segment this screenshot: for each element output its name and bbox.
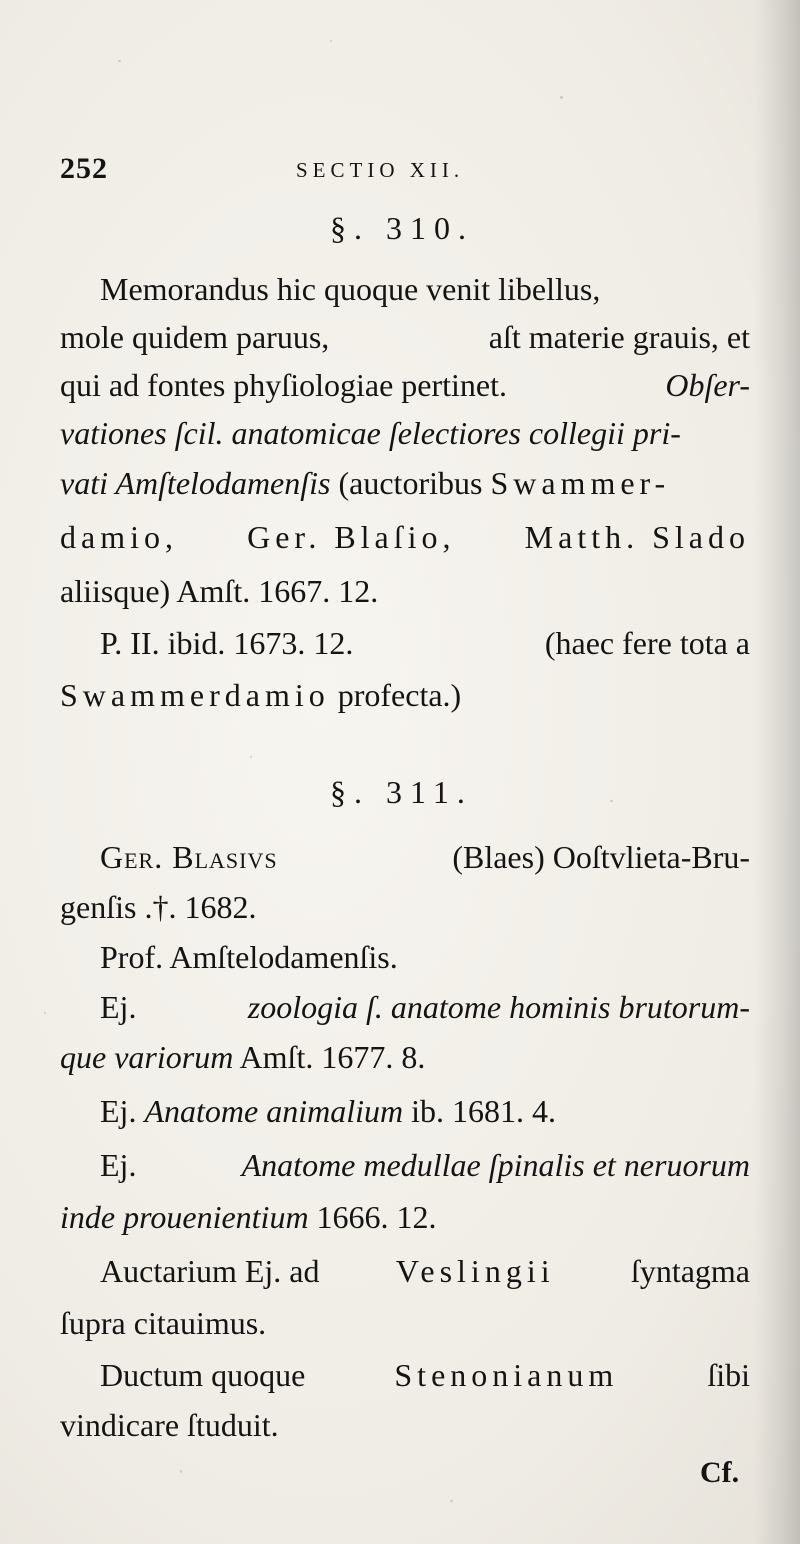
text-line (60, 512, 750, 562)
catchword: Cf. (700, 1456, 740, 1489)
text-fragment: Ej. (100, 1093, 145, 1129)
text-fragment-italic: inde prouenientium (60, 1199, 309, 1235)
author-name-smallcaps: Ger. Blasivs (100, 839, 278, 875)
text-line (60, 670, 750, 720)
section-heading-310: §. 310. (330, 210, 474, 246)
text-line: genſis .†. 1682. (60, 889, 257, 925)
text-fragment-italic: vati Amſtelodamenſis (60, 465, 331, 501)
paper-speck (450, 1500, 453, 1502)
running-head: SECTIO XII. (296, 158, 465, 182)
page-header (60, 152, 760, 192)
text-fragment: qui ad fontes phyſiologiae pertinet. (60, 367, 507, 403)
paper-speck (560, 96, 563, 99)
text-fragment-spaced: Veslingii (395, 1253, 555, 1289)
text-fragment: (haec fere tota a (544, 625, 750, 661)
text-line (60, 360, 750, 410)
text-line (60, 1192, 750, 1242)
text-fragment: profecta.) (337, 677, 462, 713)
text-fragment: Auctarium Ej. ad (100, 1253, 320, 1289)
text-fragment: Ej. (100, 989, 137, 1025)
text-fragment: Ductum quoque (100, 1357, 306, 1393)
text-line (60, 312, 750, 362)
text-fragment: Amſt. 1677. 8. (239, 1039, 426, 1075)
text-line (100, 832, 750, 882)
text-line: Memorandus hic quoque venit libellus, (100, 271, 601, 307)
text-fragment-spaced: Swammer- (490, 465, 671, 501)
text-line (60, 1032, 750, 1082)
text-fragment-spaced: Stenonianum (394, 1357, 619, 1393)
text-fragment: (Blaes) Ooſtvlieta-Bru- (452, 839, 750, 875)
text-fragment: damio, (60, 519, 178, 555)
text-fragment: ſyntagma (630, 1253, 750, 1289)
paper-speck (118, 60, 121, 62)
text-fragment: (auctoribus (338, 465, 491, 501)
text-line (100, 1086, 750, 1136)
text-fragment: Ger. Blaſio, (247, 519, 456, 555)
page-edge-shadow (754, 0, 800, 1544)
paper-speck (330, 40, 332, 42)
text-line (100, 1246, 750, 1296)
text-fragment: mole quidem paruus, (60, 319, 330, 355)
text-line: aliisque) Amſt. 1667. 12. (60, 573, 379, 609)
paper-speck (250, 756, 252, 758)
paper-speck (180, 1470, 182, 1473)
text-fragment: aſt materie grauis, et (488, 319, 750, 355)
text-line-italic: vationes ſcil. anatomicae ſelectiores collegii pri- (60, 415, 681, 451)
text-fragment-spaced: Swammerdamio (60, 677, 330, 713)
text-line (100, 618, 750, 668)
text-line: vindicare ſtuduit. (60, 1407, 279, 1443)
text-line (60, 458, 750, 508)
text-fragment: ſibi (707, 1357, 750, 1393)
text-fragment-italic: Obſer- (665, 367, 750, 403)
text-line (100, 1140, 750, 1190)
text-fragment: P. II. ibid. 1673. 12. (100, 625, 354, 661)
page-number: 252 (60, 152, 108, 185)
text-line (100, 1350, 750, 1400)
text-fragment-italic: Anatome medullae ſpinalis et neruorum (241, 1147, 750, 1183)
text-line: Prof. Amſtelodamenſis. (100, 939, 398, 975)
text-fragment: 1666. 12. (316, 1199, 437, 1235)
text-line: ſupra citauimus. (60, 1305, 267, 1341)
text-fragment-italic: Anatome animalium (144, 1093, 404, 1129)
text-line (100, 982, 750, 1032)
paper-speck (44, 1012, 46, 1014)
text-fragment: ib. 1681. 4. (411, 1093, 556, 1129)
text-fragment-italic: que variorum (60, 1039, 234, 1075)
paper-speck (610, 800, 613, 802)
text-fragment-italic: zoologia ſ. anatome hominis brutorum- (247, 989, 750, 1025)
text-fragment: Matth. Slado (524, 519, 750, 555)
section-heading-311: §. 311. (330, 774, 473, 810)
text-fragment: Ej. (100, 1147, 137, 1183)
